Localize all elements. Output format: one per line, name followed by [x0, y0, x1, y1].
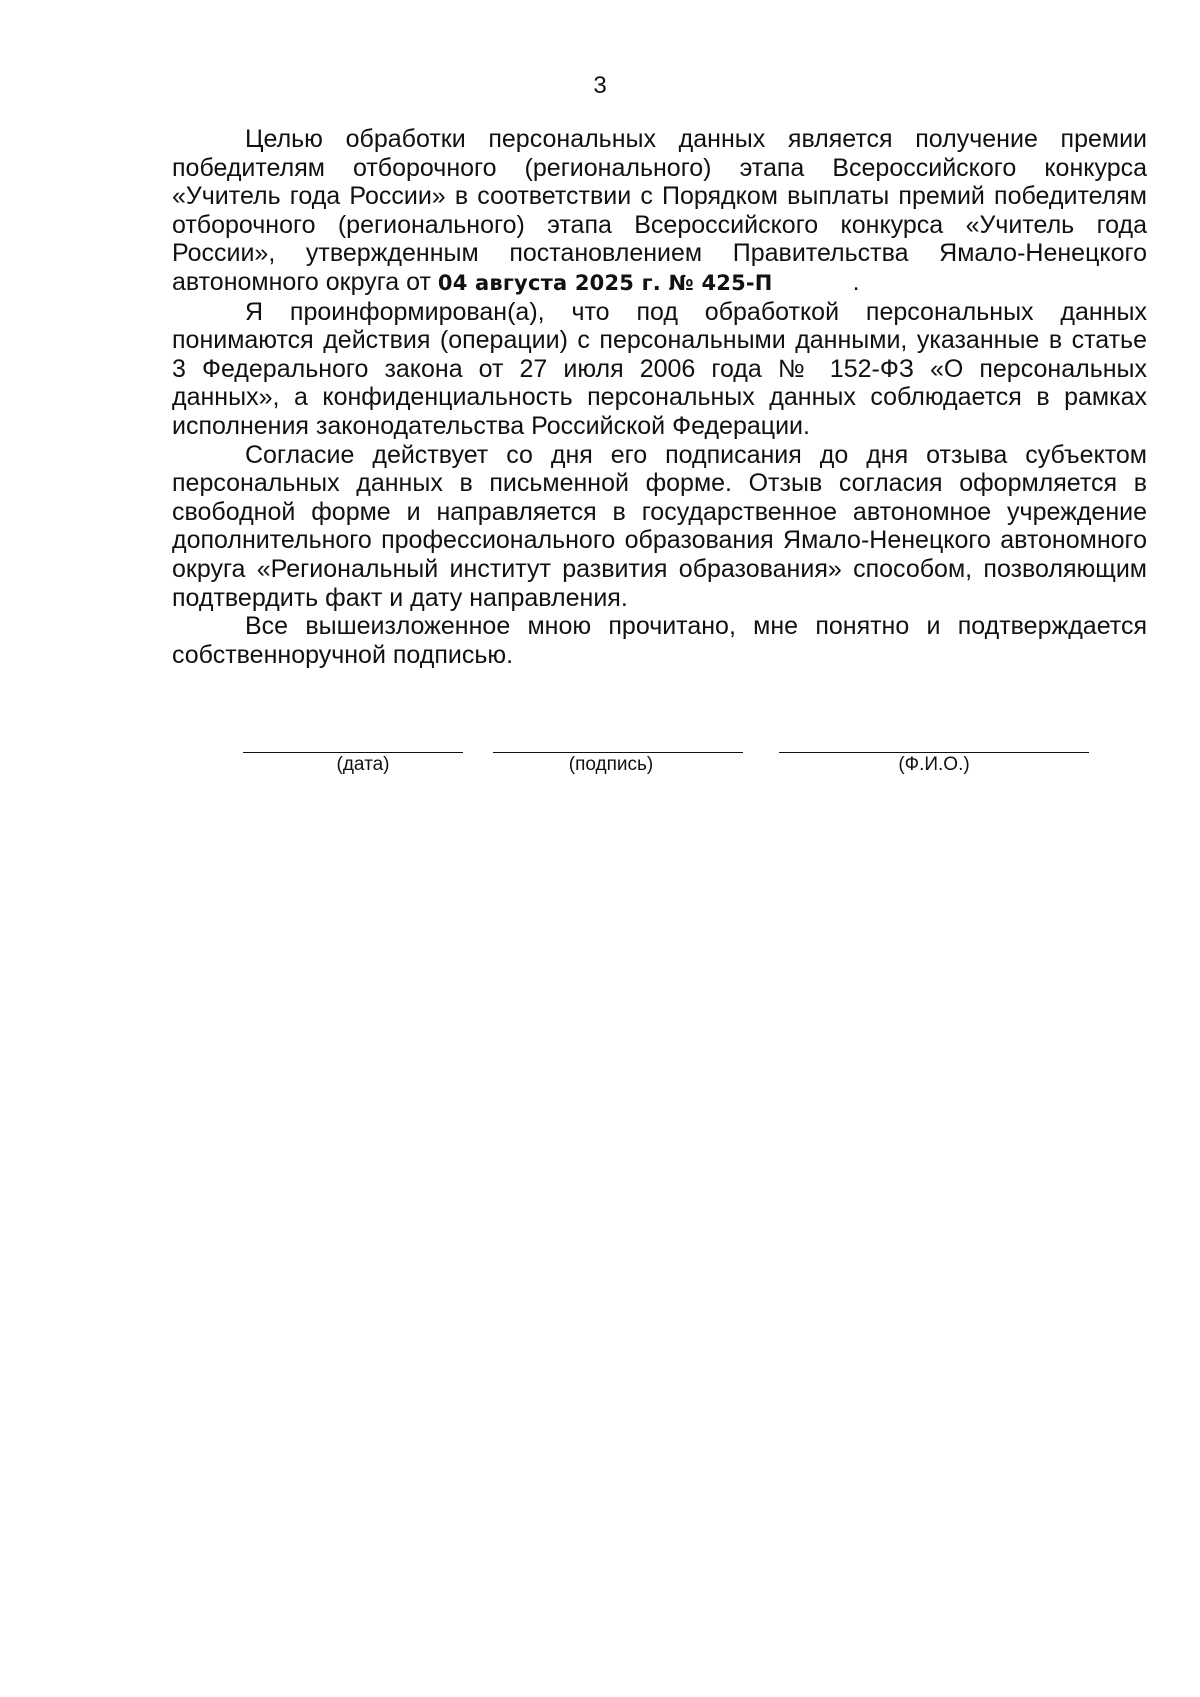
name-line	[779, 752, 1089, 753]
page-number: 3	[593, 72, 607, 99]
paragraph-purpose-text: Целью обработки персональных данных является получение премии победителям отборочного (регионального) этапа Всероссийского конкурса «Учитель года России» в соответствии с Порядком выплаты премий победителям отборочного (регионального) этапа Всероссийского конкурса «Учитель года России», утвержденным постановлением Правительства Ямало-Ненецкого автономного округа от	[172, 125, 1147, 296]
signature-label: (подпись)	[568, 754, 654, 775]
date-line	[243, 752, 463, 753]
decree-reference: 04 августа 2025 г. № 425-П	[437, 270, 773, 295]
name-label: (Ф.И.О.)	[898, 754, 970, 775]
paragraph-validity: Согласие действует со дня его подписания до дня отзыва субъектом персональных данных в письменной форме. Отзыв согласия оформляется в свободной форме и направляется в государственное автономное учреждение дополнительного профессионального образования Ямало-Ненецкого автономного округа «Региональный институт развития образования» способом, позволяющим подтвердить факт и дату направления.	[172, 440, 1147, 612]
paragraph-purpose	[172, 125, 1147, 298]
paragraph-informed: Я проинформирован(а), что под обработкой персональных данных понимаются действия (операции) с персональными данными, указанные в статье 3 Федерального закона от 27 июля 2006 года № 152-ФЗ «О персональных данных», а конфиденциальность персональных данных соблюдается в рамках исполнения законодательства Российской Федерации.	[172, 297, 1147, 440]
signature-line	[493, 752, 743, 753]
paragraph-purpose-end: .	[852, 267, 860, 296]
paragraph-confirmation: Все вышеизложенное мною прочитано, мне понятно и подтверждается собственноручной подписью.	[172, 612, 1147, 669]
consent-text	[172, 125, 1147, 669]
date-label: (дата)	[336, 754, 390, 775]
